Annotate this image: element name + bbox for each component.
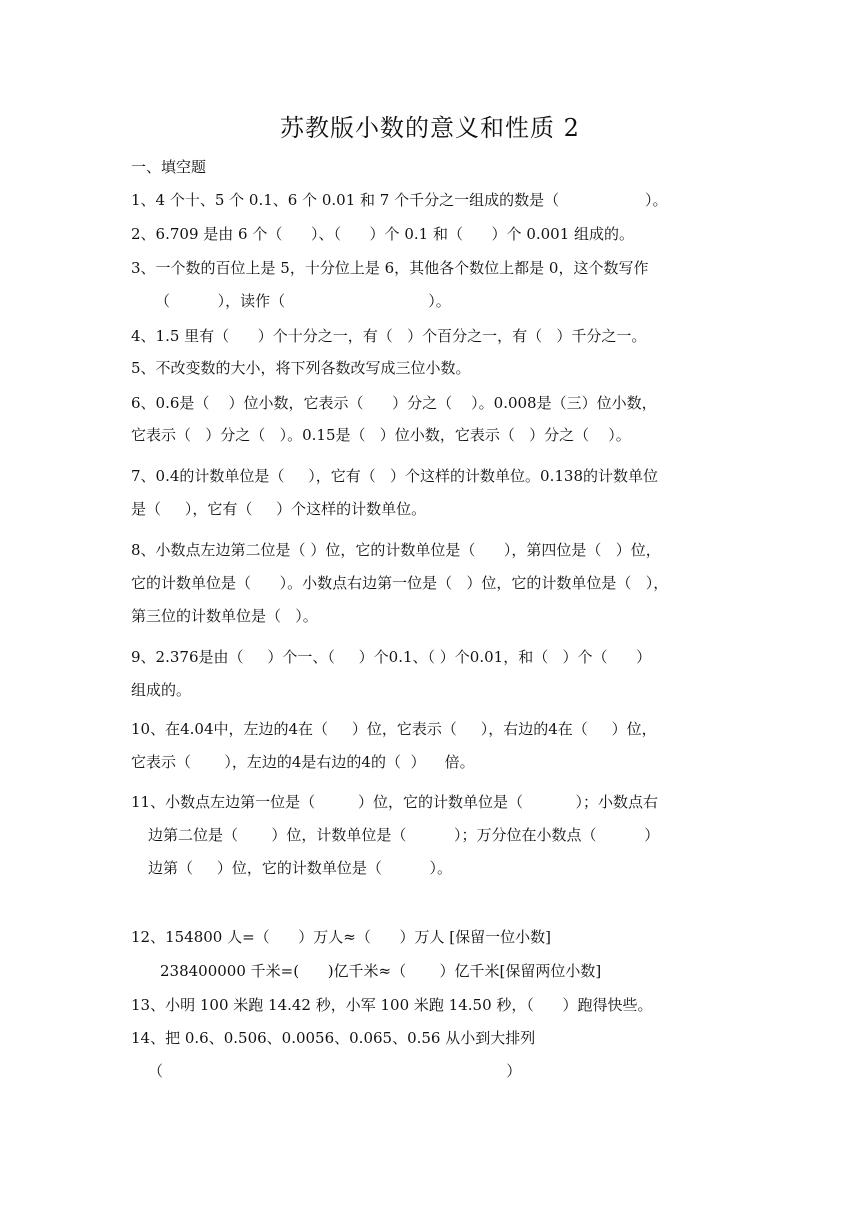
question-4: 4、1.5 里有（ ）个十分之一，有（ ）个百分之一，有（ ）千分之一。 [131,327,647,345]
question-8-line-2: 它的计数单位是（ ）。小数点右边第一位是（ ）位，它的计数单位是（ ）， [131,574,669,592]
question-11-line-3: 边第（ ）位，它的计数单位是（ ）。 [148,859,453,877]
question-8-line-3: 第三位的计数单位是（ ）。 [131,607,318,625]
question-7-line-1: 7、0.4的计数单位是（ ），它有（ ）个这样的计数单位。0.138的计数单位 [131,467,658,485]
question-12-line-2: 238400000 千米=( )亿千米≈（ ）亿千米[保留两位小数] [160,962,602,980]
question-14-answer-blank: （ ） [148,1062,522,1080]
section-heading: 一、填空题 [131,158,207,176]
question-6-line-1: 6、0.6是（ ）位小数，它表示（ ）分之（ ）。0.008是（三）位小数， [131,394,657,412]
question-11-line-1: 11、小数点左边第一位是（ ）位，它的计数单位是（ ）；小数点右 [131,793,658,811]
question-3-line-1: 3、一个数的百位上是 5，十分位上是 6，其他各个数位上都是 0，这个数写作 [131,259,649,277]
question-2: 2、6.709 是由 6 个（ ）、（ ）个 0.1 和（ ）个 0.001 组成的。 [131,225,635,243]
question-3-line-2: （ ），读作（ ）。 [155,292,451,310]
question-5: 5、不改变数的大小，将下列各数改写成三位小数。 [131,359,471,377]
question-10-line-1: 10、在4.04中，左边的4在（ ）位，它表示（ ），右边的4在（ ）位， [131,720,657,738]
question-8-line-1: 8、小数点左边第二位是（ ）位，它的计数单位是（ ），第四位是（ ）位， [131,541,661,559]
question-11-line-2: 边第二位是（ ）位，计数单位是（ ）；万分位在小数点（ ） [148,826,660,844]
question-10-line-2: 它表示（ ），左边的4是右边的4的（ ） 倍。 [131,753,475,771]
question-6-line-2: 它表示（ ）分之（ ）。0.15是（ ）位小数，它表示（ ）分之（ ）。 [131,426,631,444]
question-9-line-1: 9、2.376是由（ ）个一、（ ）个0.1、（ ）个0.01，和（ ）个（ ） [131,648,652,666]
question-7-line-2: 是（ ），它有（ ）个这样的计数单位。 [131,500,427,518]
page-title: 苏教版小数的意义和性质 2 [280,114,580,142]
question-14-line-1: 14、把 0.6、0.506、0.0056、0.065、0.56 从小到大排列 [131,1029,536,1047]
question-13: 13、小明 100 米跑 14.42 秒，小军 100 米跑 14.50 秒，（ ）跑得快些。 [131,996,653,1014]
question-1: 1、4 个十、5 个 0.1、6 个 0.01 和 7 个千分之一组成的数是（ ）。 [131,191,668,209]
question-9-line-2: 组成的。 [131,681,192,699]
question-12-line-1: 12、154800 人=（ ）万人≈（ ）万人 [保留一位小数] [131,928,551,946]
